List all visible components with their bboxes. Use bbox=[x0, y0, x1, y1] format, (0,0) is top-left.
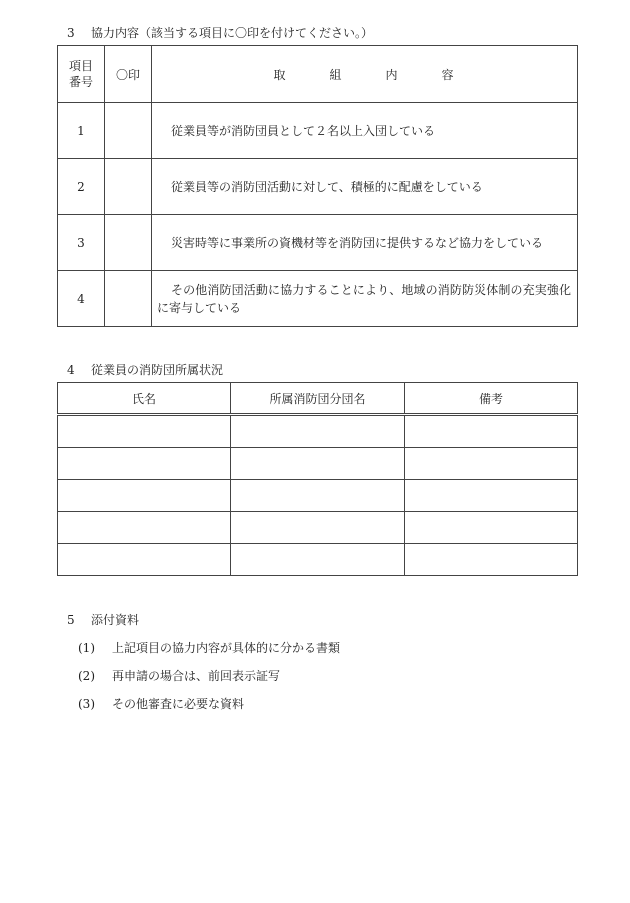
table-row bbox=[58, 103, 578, 159]
table-row bbox=[58, 215, 578, 271]
header-content-char: 容 bbox=[441, 67, 456, 82]
attachment-item-text: 再申請の場合は、前回表示証写 bbox=[112, 669, 281, 683]
cooperation-table bbox=[57, 45, 578, 327]
section4-title: 従業員の消防団所属状況 bbox=[91, 363, 224, 377]
brigade-unit-cell[interactable] bbox=[231, 415, 405, 448]
attachment-item-text: その他審査に必要な資料 bbox=[112, 697, 245, 711]
header-content bbox=[152, 46, 578, 103]
header-mark: 〇印 bbox=[105, 46, 152, 103]
mark-cell[interactable] bbox=[105, 215, 152, 271]
name-cell[interactable] bbox=[58, 480, 231, 512]
header-content-char: 組 bbox=[329, 67, 344, 82]
row-content: その他消防団活動に協力することにより、地域の消防防災体制の充実強化に寄与している bbox=[152, 271, 578, 327]
brigade-unit-cell[interactable] bbox=[231, 448, 405, 480]
header-content-char: 内 bbox=[385, 67, 400, 82]
members-table-header bbox=[58, 383, 578, 415]
row-content: 従業員等の消防団活動に対して、積極的に配慮をしている bbox=[152, 159, 578, 215]
mark-cell[interactable] bbox=[105, 159, 152, 215]
section5-title: 添付資料 bbox=[91, 613, 140, 627]
row-content: 従業員等が消防団員として２名以上入団している bbox=[152, 103, 578, 159]
remarks-cell[interactable] bbox=[405, 480, 578, 512]
attachment-item bbox=[78, 639, 340, 656]
table-row bbox=[58, 159, 578, 215]
row-number: 2 bbox=[58, 159, 105, 215]
section3-heading bbox=[67, 24, 373, 41]
brigade-unit-cell[interactable] bbox=[231, 544, 405, 576]
header-item-number-line2: 番号 bbox=[68, 75, 93, 89]
attachment-item bbox=[78, 695, 244, 712]
mark-cell[interactable] bbox=[105, 271, 152, 327]
brigade-unit-cell[interactable] bbox=[231, 480, 405, 512]
header-remarks: 備考 bbox=[405, 383, 578, 415]
attachment-item-number: (1) bbox=[78, 641, 95, 655]
row-content: 災害時等に事業所の資機材等を消防団に提供するなど協力をしている bbox=[152, 215, 578, 271]
name-cell[interactable] bbox=[58, 544, 231, 576]
attachment-item-number: (2) bbox=[78, 669, 95, 683]
attachment-item-number: (3) bbox=[78, 697, 95, 711]
section5-number: 5 bbox=[67, 613, 75, 627]
table-row bbox=[58, 448, 578, 480]
header-brigade-unit: 所属消防団分団名 bbox=[231, 383, 405, 415]
section4-number: 4 bbox=[67, 363, 75, 377]
remarks-cell[interactable] bbox=[405, 448, 578, 480]
table-row bbox=[58, 415, 578, 448]
section3-title: 協力内容（該当する項目に〇印を付けてください。） bbox=[91, 26, 374, 40]
attachment-item-text: 上記項目の協力内容が具体的に分かる書類 bbox=[112, 641, 341, 655]
section3-number: 3 bbox=[67, 26, 75, 40]
section4-heading bbox=[67, 361, 223, 378]
brigade-unit-cell[interactable] bbox=[231, 512, 405, 544]
row-number: 3 bbox=[58, 215, 105, 271]
row-number: 4 bbox=[58, 271, 105, 327]
table-row bbox=[58, 512, 578, 544]
cooperation-table-header bbox=[58, 46, 578, 103]
table-row bbox=[58, 480, 578, 512]
members-table bbox=[57, 382, 578, 576]
header-name: 氏名 bbox=[58, 383, 231, 415]
attachment-item bbox=[78, 667, 280, 684]
table-row bbox=[58, 271, 578, 327]
header-content-char: 取 bbox=[273, 67, 288, 82]
mark-cell[interactable] bbox=[105, 103, 152, 159]
header-item-number bbox=[58, 46, 105, 103]
table-row bbox=[58, 544, 578, 576]
section5-heading bbox=[67, 611, 139, 628]
name-cell[interactable] bbox=[58, 415, 231, 448]
header-item-number-line1: 項目 bbox=[68, 59, 93, 73]
remarks-cell[interactable] bbox=[405, 544, 578, 576]
name-cell[interactable] bbox=[58, 512, 231, 544]
row-number: 1 bbox=[58, 103, 105, 159]
remarks-cell[interactable] bbox=[405, 512, 578, 544]
name-cell[interactable] bbox=[58, 448, 231, 480]
remarks-cell[interactable] bbox=[405, 415, 578, 448]
